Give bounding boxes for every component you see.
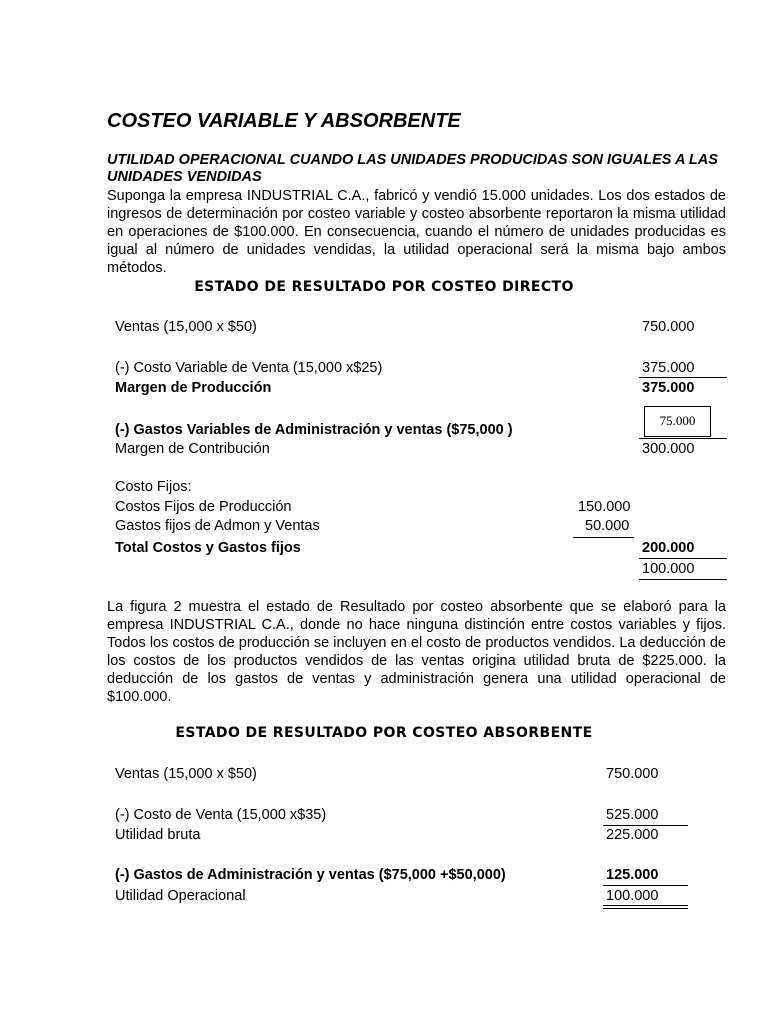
directo-margen-produccion-value: 375.000 [642,380,695,396]
absorbente-gastos-label: (-) Gastos de Administración y ventas ($75,000 +$50,000) [115,867,506,883]
intro-paragraph: Suponga la empresa INDUSTRIAL C.A., fabricó y vendió 15.000 unidades. Los dos estados de ingresos de determinación por costeo variable y costeo absorbente reportaron la misma utilidad en operaciones de $100.000. En consecuencia, cuando el número de unidades producidas es igual al número de unidades vendidas, la utilidad operacional será la misma bajo ambos métodos. [107,188,726,276]
directo-margen-contribucion-label: Margen de Contribución [115,441,270,457]
directo-underline-total [639,558,727,559]
absorbente-ventas-value: 750.000 [606,766,659,782]
absorbente-costo-venta-value: 525.000 [606,807,659,823]
absorbente-double-underline [603,905,688,909]
absorbente-underline-gastos [603,885,688,886]
directo-utilidad-value: 100.000 [642,561,695,577]
absorbente-utilidad-bruta-value: 225.000 [606,827,659,843]
directo-heading: ESTADO DE RESULTADO POR COSTEO DIRECTO [194,279,574,295]
directo-margen-produccion-label: Margen de Producción [115,380,272,396]
absorbente-costo-venta-label: (-) Costo de Venta (15,000 x$35) [115,807,327,823]
directo-total-fijos-value: 200.000 [642,540,695,556]
absorbente-utilidad-operacional-label: Utilidad Operacional [115,888,246,904]
directo-total-fijos-label: Total Costos y Gastos fijos [115,540,301,556]
section-subtitle: UTILIDAD OPERACIONAL CUANDO LAS UNIDADES PRODUCIDAS SON IGUALES A LAS UNIDADES VENDIDAS [107,152,718,185]
directo-gastos-fijos-value: 50.000 [585,518,630,534]
directo-ventas-label: Ventas (15,000 x $50) [115,319,257,335]
directo-gastos-variables-value: 75.000 [644,406,711,437]
directo-margen-contribucion-value: 300.000 [642,441,695,457]
absorbente-heading: ESTADO DE RESULTADO POR COSTEO ABSORBENTE [175,725,593,741]
directo-costos-fijos-produccion-value: 150.000 [578,499,631,515]
directo-underline-costo [639,377,727,378]
directo-underline-utilidad [639,579,727,580]
directo-underline-fijos [573,537,634,538]
absorbente-gastos-value: 125.000 [606,867,659,883]
document-title: COSTEO VARIABLE Y ABSORBENTE [107,110,461,132]
absorbente-utilidad-bruta-label: Utilidad bruta [115,827,201,843]
middle-paragraph: La figura 2 muestra el estado de Resultado por costeo absorbente que se elaboró para la empresa INDUSTRIAL C.A., donde no hace ninguna distinción entre costos variables y fijos. Todos los costos de producción se incluyen en el costo de productos vendidos. La deducción de los costos de los productos vendidos de las ventas origina utilidad bruta de $225.000. la deducción de los gastos de ventas y administración genera una utilidad operacional de $100.000. [107,599,726,705]
directo-costo-fijos-label: Costo Fijos: [115,479,192,495]
directo-ventas-value: 750.000 [642,319,695,335]
absorbente-ventas-label: Ventas (15,000 x $50) [115,766,257,782]
directo-underline-gastos [639,438,727,439]
directo-gastos-fijos-label: Gastos fijos de Admon y Ventas [115,518,320,534]
directo-costo-variable-label: (-) Costo Variable de Venta (15,000 x$25) [115,360,383,376]
absorbente-utilidad-operacional-value: 100.000 [606,888,659,904]
directo-costos-fijos-produccion-label: Costos Fijos de Producción [115,499,292,515]
directo-gastos-variables-label: (-) Gastos Variables de Administración y ventas ($75,000 ) [115,422,513,438]
directo-costo-variable-value: 375.000 [642,360,695,376]
